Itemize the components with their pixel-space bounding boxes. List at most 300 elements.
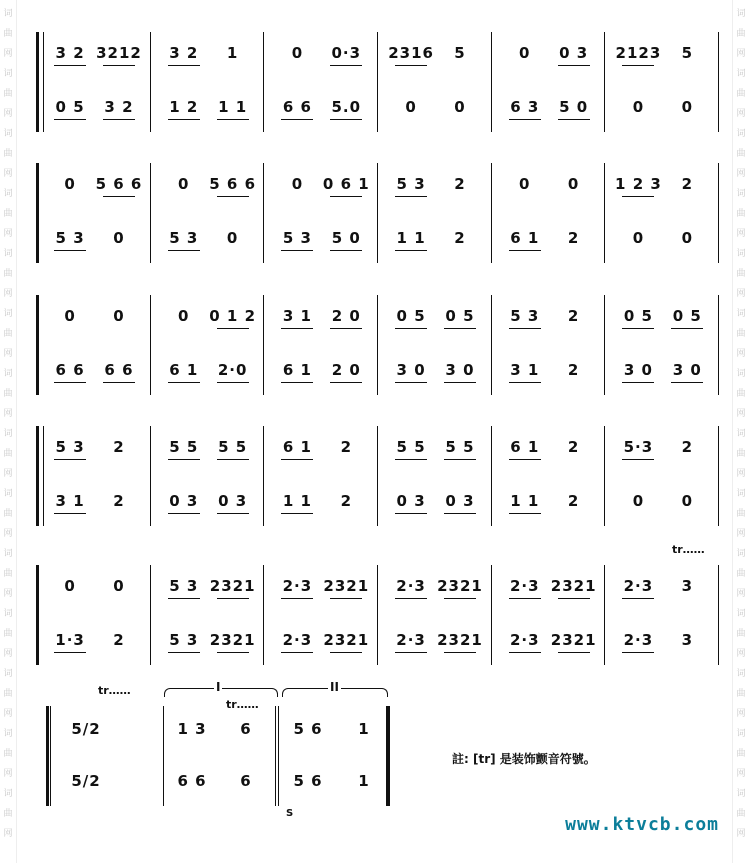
music-system-final	[46, 680, 406, 806]
barline	[50, 706, 51, 806]
note-group: 0 6 1	[322, 175, 370, 193]
side-watermark-char: 网	[3, 169, 13, 179]
note-group: 1	[358, 772, 370, 790]
note-group: 2	[567, 229, 580, 247]
note-group: 2·3	[396, 577, 426, 595]
barline	[377, 32, 378, 132]
note-group: 3	[681, 631, 694, 649]
note-group: 2321	[323, 631, 370, 649]
barline	[491, 295, 492, 395]
beam-underline	[395, 328, 427, 329]
side-watermark-char: 网	[3, 649, 13, 659]
side-watermark-char: 网	[736, 769, 746, 779]
barline	[718, 565, 719, 665]
side-watermark-char: 曲	[736, 449, 746, 459]
side-watermark-char: 网	[3, 349, 13, 359]
beam-underline	[217, 598, 249, 599]
barline	[491, 32, 492, 132]
note-group: 0 5	[623, 307, 653, 325]
note-group: 2	[113, 438, 125, 456]
beam-underline	[54, 382, 86, 383]
barline	[150, 295, 151, 395]
note-group: 0	[113, 577, 125, 595]
note-group: 3 1	[510, 361, 540, 379]
beam-underline	[509, 459, 541, 460]
volta-label: II	[330, 680, 339, 694]
barline	[36, 32, 39, 132]
beam-underline	[103, 65, 135, 66]
beam-underline	[330, 652, 362, 653]
side-watermark-char: 网	[736, 529, 746, 539]
beam-underline	[395, 459, 427, 460]
side-watermark-char: 词	[736, 489, 746, 499]
barline	[150, 163, 151, 263]
side-watermark-char: 词	[736, 789, 746, 799]
beam-underline	[622, 652, 654, 653]
note-group: 1 2	[169, 98, 199, 116]
note-group: 5	[454, 44, 466, 62]
note-group: 2	[454, 229, 466, 247]
barline	[491, 163, 492, 263]
beam-underline	[330, 250, 362, 251]
side-watermark-char: 网	[3, 409, 13, 419]
note-group: 1 1	[218, 98, 248, 116]
side-watermark-char: 曲	[736, 509, 746, 519]
side-watermark-char: 网	[736, 109, 746, 119]
note-group: 1 1	[510, 492, 540, 510]
note-group: 5 3	[169, 631, 199, 649]
beam-underline	[54, 119, 86, 120]
beam-underline	[217, 328, 249, 329]
side-watermark-char: 词	[3, 669, 13, 679]
note-group: 3 1	[55, 492, 85, 510]
note-group: 2	[567, 438, 580, 456]
barline	[263, 163, 264, 263]
music-system	[36, 163, 718, 263]
beam-underline	[622, 65, 654, 66]
note-group: 1 3	[177, 720, 207, 738]
beam-underline	[168, 513, 200, 514]
side-watermark-char: 曲	[736, 269, 746, 279]
note-group: 3 0	[445, 361, 475, 379]
beam-underline	[622, 382, 654, 383]
note-group: 5/2	[71, 720, 101, 738]
beam-underline	[509, 513, 541, 514]
beam-underline	[168, 382, 200, 383]
note-group: 5 6 6	[95, 175, 143, 193]
side-watermark-char: 曲	[736, 149, 746, 159]
barline	[718, 163, 719, 263]
beam-underline	[509, 652, 541, 653]
side-watermark-char: 网	[3, 469, 13, 479]
note-group: 2·3	[282, 631, 313, 649]
barline	[718, 295, 719, 395]
beam-underline	[558, 652, 590, 653]
note-group: 5 6	[293, 772, 323, 790]
side-watermark-char: 词	[3, 489, 13, 499]
note-group: 2321	[550, 577, 597, 595]
side-watermark-char: 网	[3, 589, 13, 599]
note-group: 0	[632, 492, 645, 510]
note-group: 3	[681, 577, 694, 595]
volta-label: I	[216, 680, 221, 694]
beam-underline	[395, 382, 427, 383]
note-group: 0	[113, 229, 125, 247]
barline	[36, 163, 39, 263]
note-group: 0 3	[169, 492, 199, 510]
note-group: 6 6	[282, 98, 312, 116]
beam-underline	[281, 382, 313, 383]
note-group: 2321	[437, 577, 483, 595]
note-group: 6 6	[55, 361, 85, 379]
note-group: 3 2	[55, 44, 85, 62]
note-group: 0	[681, 492, 694, 510]
side-watermark-char: 词	[3, 249, 13, 259]
note-group: 5 5	[169, 438, 199, 456]
side-watermark-char: 曲	[3, 689, 13, 699]
beam-underline	[217, 196, 249, 197]
side-watermark-char: 网	[3, 229, 13, 239]
note-group: 5 5	[445, 438, 475, 456]
note-group: 6 6	[104, 361, 134, 379]
beam-underline	[509, 119, 541, 120]
note-group: 0 3	[445, 492, 475, 510]
side-watermark-char: 曲	[736, 389, 746, 399]
side-watermark-right	[732, 0, 749, 863]
music-system	[36, 32, 718, 132]
barline	[36, 565, 39, 665]
note-group: 2	[567, 307, 580, 325]
note-group: 2	[681, 438, 694, 456]
beam-underline	[281, 328, 313, 329]
note-group: 0	[291, 175, 304, 193]
beam-underline	[395, 652, 427, 653]
note-group: 0 5	[445, 307, 475, 325]
side-watermark-char: 曲	[3, 629, 13, 639]
beam-underline	[217, 513, 249, 514]
beam-underline	[168, 65, 200, 66]
side-watermark-char: 网	[3, 289, 13, 299]
side-watermark-char: 曲	[3, 749, 13, 759]
beam-underline	[509, 250, 541, 251]
barline	[377, 163, 378, 263]
barline	[491, 426, 492, 526]
beam-underline	[217, 652, 249, 653]
beam-underline	[444, 328, 476, 329]
side-watermark-char: 曲	[736, 629, 746, 639]
side-watermark-char: 网	[3, 49, 13, 59]
side-watermark-char: 网	[736, 409, 746, 419]
note-group: 5 6 6	[209, 175, 257, 193]
side-watermark-char: 网	[736, 229, 746, 239]
side-watermark-left	[0, 0, 17, 863]
side-watermark-char: 词	[736, 369, 746, 379]
note-group: 0	[632, 98, 645, 116]
note-group: 5	[681, 44, 694, 62]
note-group: 1·3	[55, 631, 85, 649]
note-group: 0 3	[559, 44, 589, 62]
annotation-note: 註: [tr] 是装饰颤音符號。	[452, 752, 596, 766]
note-group: 6 1	[169, 361, 199, 379]
side-watermark-char: 曲	[3, 29, 13, 39]
beam-underline	[54, 459, 86, 460]
note-group: 5 3	[55, 438, 85, 456]
note-group: 2	[567, 492, 580, 510]
beam-underline	[395, 513, 427, 514]
side-watermark-char: 网	[736, 49, 746, 59]
barline	[150, 565, 151, 665]
note-group: 1	[358, 720, 370, 738]
beam-underline	[444, 459, 476, 460]
side-watermark-char: 网	[736, 829, 746, 839]
beam-underline	[54, 513, 86, 514]
note-group: 2 0	[331, 307, 361, 325]
note-group: 5 3	[169, 577, 199, 595]
beam-underline	[54, 652, 86, 653]
note-group: 1 2 3	[615, 175, 662, 193]
beam-underline	[281, 119, 313, 120]
note-group: 3 0	[623, 361, 653, 379]
side-watermark-char: 曲	[3, 149, 13, 159]
side-watermark-char: 词	[3, 369, 13, 379]
beam-underline	[103, 382, 135, 383]
barline	[718, 426, 719, 526]
barline	[150, 426, 151, 526]
note-group: 6 1	[510, 229, 540, 247]
beam-underline	[54, 65, 86, 66]
beam-underline	[558, 598, 590, 599]
barline	[36, 295, 39, 395]
side-watermark-char: 词	[736, 729, 746, 739]
note-group: 2316	[388, 44, 434, 62]
barline	[491, 565, 492, 665]
note-group: 3 2	[104, 98, 134, 116]
side-watermark-char: 曲	[736, 809, 746, 819]
barline	[604, 295, 605, 395]
beam-underline	[168, 598, 200, 599]
barline	[604, 565, 605, 665]
note-group: 2	[681, 175, 694, 193]
barline	[604, 163, 605, 263]
side-watermark-char: 网	[736, 649, 746, 659]
side-watermark-char: 曲	[3, 329, 13, 339]
note-group: 0	[64, 175, 76, 193]
beam-underline	[330, 65, 362, 66]
note-group: 6	[240, 772, 252, 790]
note-group: 5 0	[331, 229, 361, 247]
note-group: 2321	[550, 631, 597, 649]
side-watermark-char: 曲	[736, 569, 746, 579]
note-group: 0	[519, 175, 531, 193]
note-group: 6 3	[510, 98, 540, 116]
note-group: 0	[405, 98, 417, 116]
beam-underline	[444, 382, 476, 383]
note-group: 5 3	[169, 229, 199, 247]
music-system	[36, 426, 718, 526]
beam-underline	[330, 196, 362, 197]
note-group: 2·3	[509, 577, 540, 595]
beam-underline	[509, 382, 541, 383]
note-group: 3 1	[282, 307, 312, 325]
beam-underline	[281, 250, 313, 251]
beam-underline	[622, 459, 654, 460]
beam-underline	[168, 250, 200, 251]
beam-underline	[217, 459, 249, 460]
side-watermark-char: 词	[3, 309, 13, 319]
beam-underline	[558, 65, 590, 66]
note-group: 5 3	[396, 175, 426, 193]
note-group: 5 3	[282, 229, 312, 247]
note-group: 2	[567, 361, 580, 379]
barline	[377, 426, 378, 526]
beam-underline	[444, 513, 476, 514]
note-group: 0	[681, 229, 694, 247]
note-group: 0	[178, 307, 190, 325]
trill-mark: tr……	[672, 543, 705, 556]
music-system	[36, 543, 718, 665]
note-group: 0	[178, 175, 190, 193]
side-watermark-char: 词	[736, 249, 746, 259]
side-watermark-char: 曲	[3, 89, 13, 99]
note-group: 0	[64, 577, 76, 595]
note-group: 2·3	[282, 577, 313, 595]
side-watermark-char: 词	[3, 789, 13, 799]
beam-underline	[217, 382, 249, 383]
side-watermark-char: 网	[3, 529, 13, 539]
segno-mark: S	[286, 808, 294, 819]
note-group: 3 2	[169, 44, 199, 62]
note-group: 0 3	[218, 492, 248, 510]
side-watermark-char: 词	[736, 669, 746, 679]
note-group: 5/2	[71, 772, 101, 790]
note-group: 0	[519, 44, 531, 62]
note-group: 5·3	[623, 438, 654, 456]
note-group: 1 1	[282, 492, 312, 510]
barline	[604, 32, 605, 132]
side-watermark-char: 词	[3, 129, 13, 139]
note-group: 0	[64, 307, 76, 325]
barline	[263, 295, 264, 395]
side-watermark-char: 词	[3, 69, 13, 79]
side-watermark-char: 词	[3, 189, 13, 199]
note-group: 5 3	[55, 229, 85, 247]
note-group: 0·3	[331, 44, 362, 62]
side-watermark-char: 词	[736, 69, 746, 79]
side-watermark-char: 曲	[736, 329, 746, 339]
note-group: 0	[681, 98, 694, 116]
side-watermark-char: 网	[736, 469, 746, 479]
site-watermark: www.ktvcb.com	[565, 814, 719, 835]
note-group: 6 1	[510, 438, 540, 456]
barline	[263, 32, 264, 132]
side-watermark-char: 网	[736, 169, 746, 179]
note-group: 0	[632, 229, 645, 247]
trill-mark: tr……	[226, 698, 259, 711]
note-group: 5 5	[396, 438, 426, 456]
beam-underline	[622, 196, 654, 197]
note-group: 2	[454, 175, 466, 193]
note-group: 0 3	[396, 492, 426, 510]
note-group: 2 0	[331, 361, 361, 379]
note-group: 5 6	[293, 720, 323, 738]
note-group: 2·3	[623, 631, 654, 649]
side-watermark-char: 词	[736, 609, 746, 619]
side-watermark-char: 词	[736, 189, 746, 199]
beam-underline	[395, 250, 427, 251]
side-watermark-char: 词	[736, 429, 746, 439]
beam-underline	[330, 119, 362, 120]
barline	[263, 565, 264, 665]
side-watermark-char: 曲	[3, 509, 13, 519]
side-watermark-char: 曲	[3, 569, 13, 579]
side-watermark-char: 曲	[3, 269, 13, 279]
note-group: 1	[226, 44, 239, 62]
note-group: 0 1 2	[209, 307, 257, 325]
trill-mark: tr……	[98, 684, 131, 697]
side-watermark-char: 网	[736, 589, 746, 599]
note-group: 5.0	[331, 98, 362, 116]
note-group: 6 6	[177, 772, 207, 790]
beam-underline	[558, 119, 590, 120]
note-group: 2·0	[217, 361, 248, 379]
side-watermark-char: 曲	[736, 689, 746, 699]
note-group: 0 5	[55, 98, 85, 116]
side-watermark-char: 词	[736, 549, 746, 559]
note-group: 2123	[615, 44, 662, 62]
beam-underline	[168, 119, 200, 120]
beam-underline	[330, 328, 362, 329]
beam-underline	[622, 328, 654, 329]
side-watermark-char: 曲	[3, 809, 13, 819]
beam-underline	[54, 250, 86, 251]
beam-underline	[168, 652, 200, 653]
note-group: 2·3	[396, 631, 426, 649]
side-watermark-char: 词	[736, 129, 746, 139]
beam-underline	[103, 196, 135, 197]
beam-underline	[217, 119, 249, 120]
note-group: 6 1	[282, 361, 312, 379]
note-group: 0	[226, 229, 239, 247]
beam-underline	[444, 598, 476, 599]
side-watermark-char: 词	[3, 549, 13, 559]
side-watermark-char: 网	[3, 829, 13, 839]
note-group: 2	[340, 438, 353, 456]
barline	[604, 426, 605, 526]
note-group: 0	[113, 307, 125, 325]
side-watermark-char: 网	[736, 709, 746, 719]
side-watermark-char: 词	[3, 429, 13, 439]
music-system	[36, 295, 718, 395]
beam-underline	[509, 598, 541, 599]
beam-underline	[444, 652, 476, 653]
beam-underline	[330, 598, 362, 599]
beam-underline	[395, 65, 427, 66]
side-watermark-char: 词	[3, 9, 13, 19]
note-group: 2321	[209, 577, 256, 595]
side-watermark-char: 曲	[3, 389, 13, 399]
note-group: 2·3	[509, 631, 540, 649]
note-group: 2	[113, 631, 125, 649]
beam-underline	[671, 328, 703, 329]
note-group: 5 0	[559, 98, 589, 116]
barline	[377, 565, 378, 665]
beam-underline	[395, 598, 427, 599]
note-group: 2321	[437, 631, 483, 649]
side-watermark-char: 网	[3, 769, 13, 779]
note-group: 5 5	[218, 438, 248, 456]
note-group: 2	[113, 492, 125, 510]
note-group: 0 5	[672, 307, 702, 325]
